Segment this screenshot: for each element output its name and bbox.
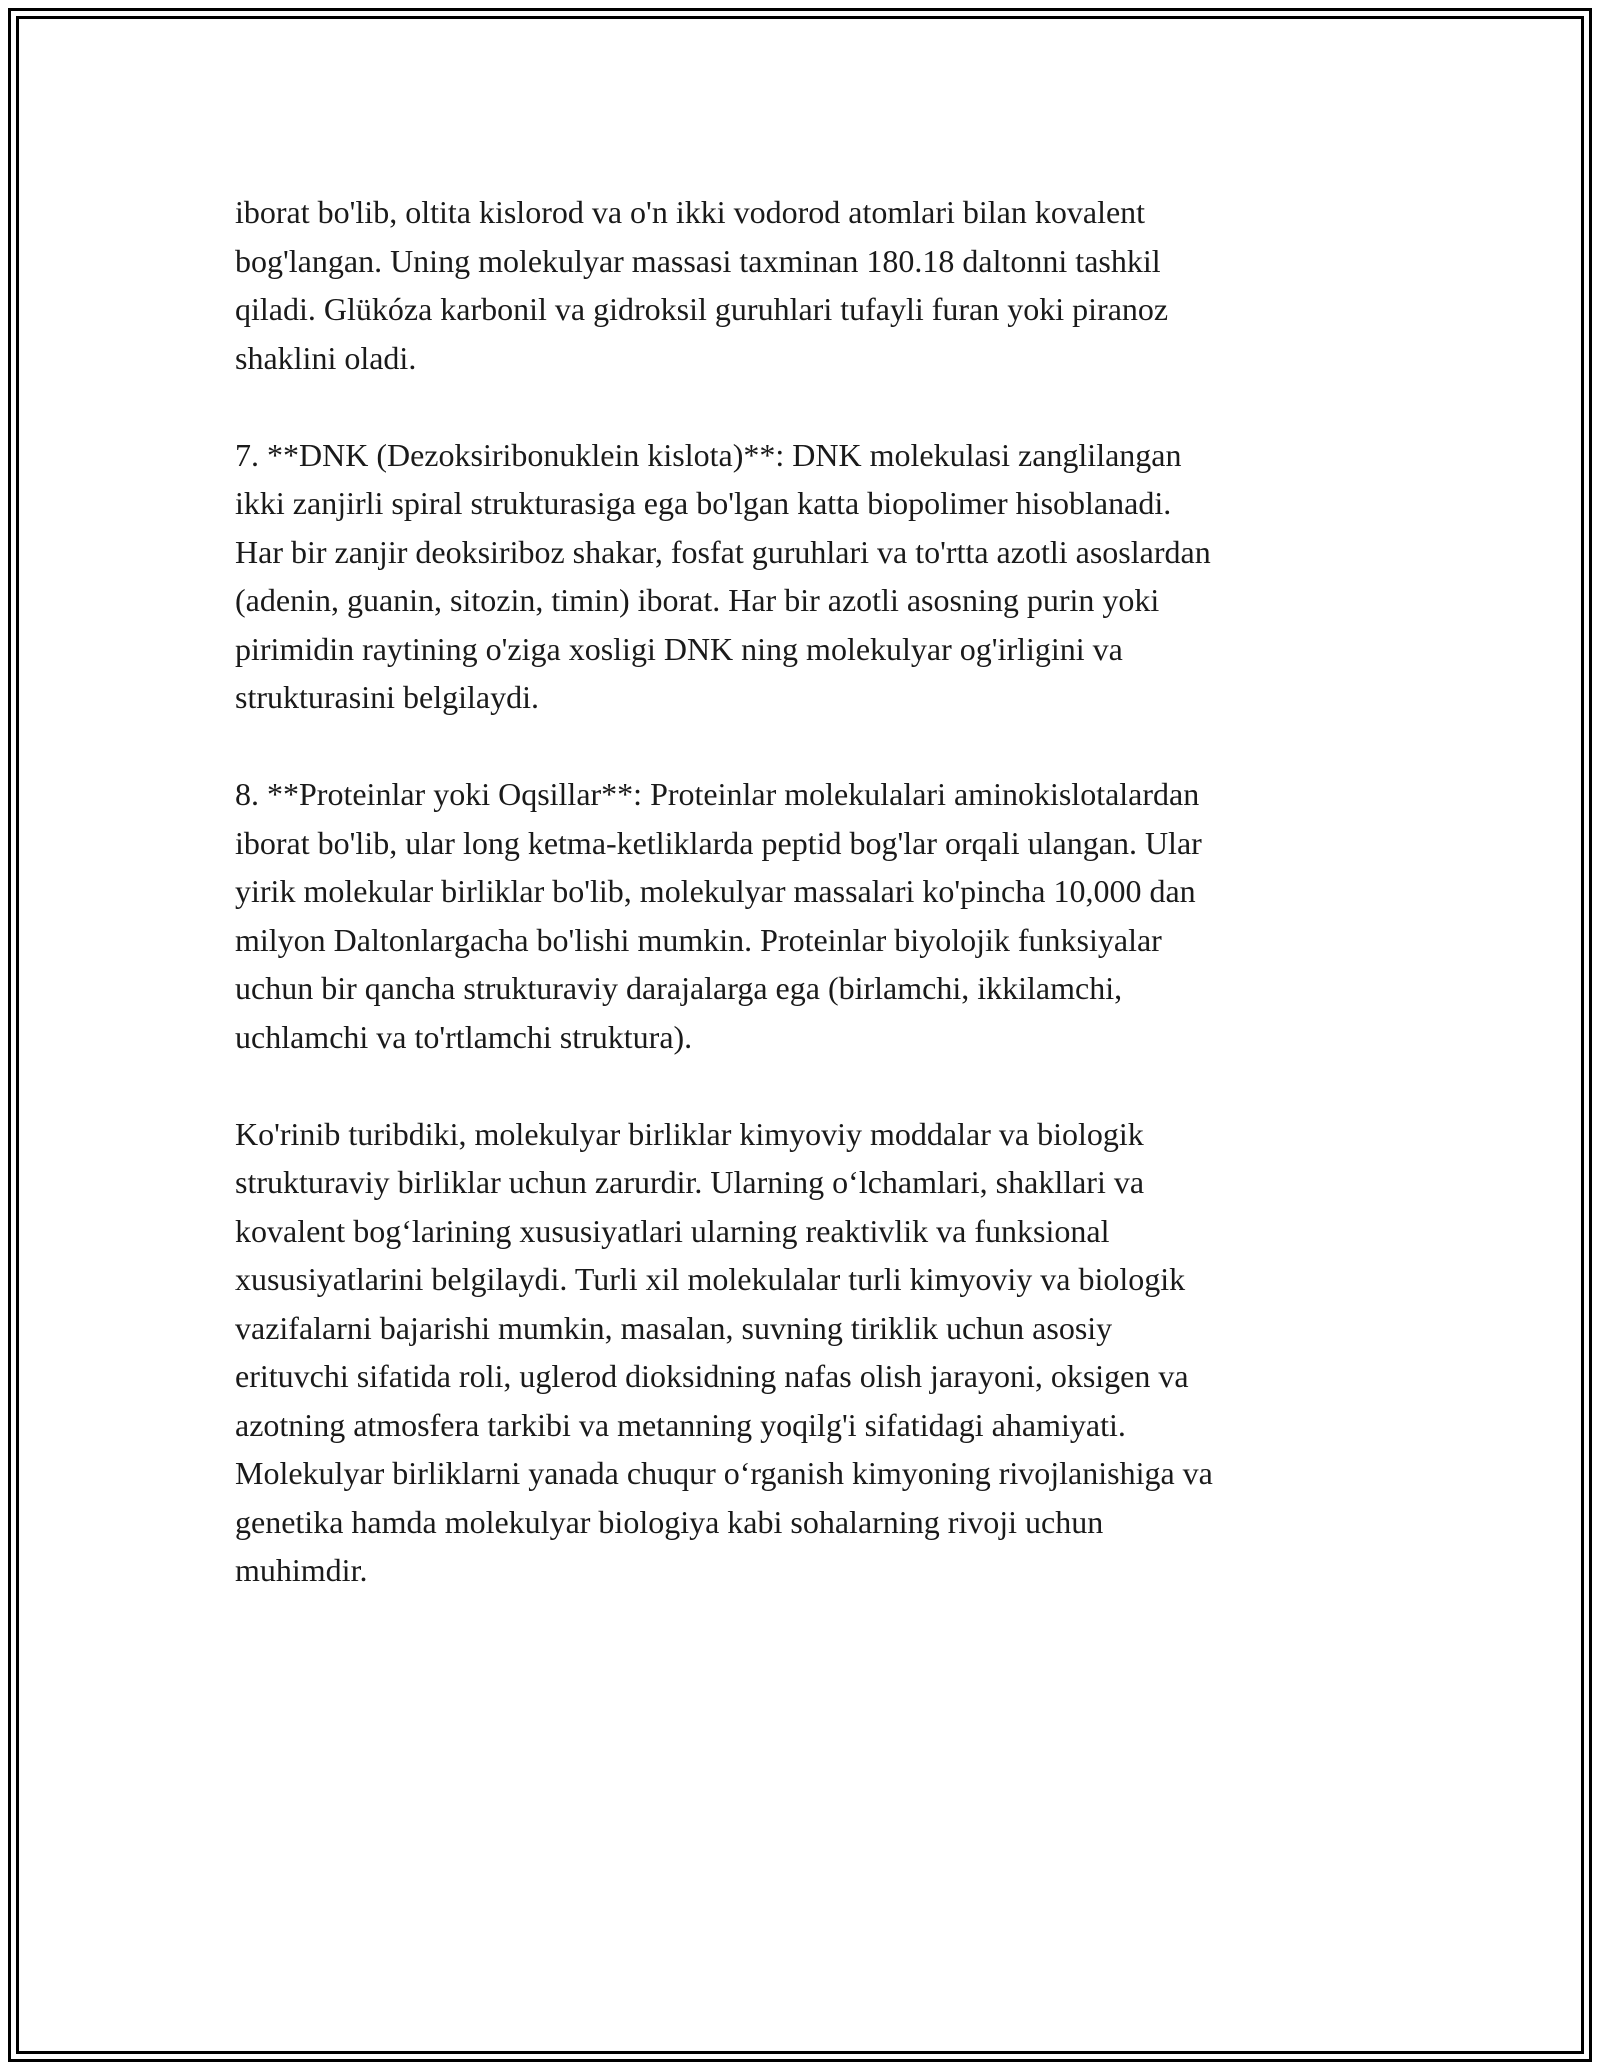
paragraph-glucose-continuation: iborat bo'lib, oltita kislorod va o'n ikki vodorod atomlari bilan kovalent bog'langan. Uning molekulyar massasi taxminan 180.18 daltonni tashkil qiladi. Glükóza karbonil va gidroksil guruhlari tufayli furan yoki piranoz shaklini oladi. — [235, 194, 1169, 376]
document-body — [235, 188, 1365, 1643]
paragraph-dna: 7. **DNK (Dezoksiribonuklein kislota)**: DNK molekulasi zanglilangan ikki zanjirli spiral strukturasiga ega bo'lgan katta biopolimer hisoblanadi. Har bir zanjir deoksiriboz shakar, fosfat guruhlari va to'rtta azotli asoslardan (adenin, guanin, sitozin, timin) iborat. Har bir azotli asosning purin yoki pirimidin raytining o'ziga xosligi DNK ning molekulyar og'irligini va strukturasini belgilaydi. — [235, 436, 1211, 715]
paragraph-proteins: 8. **Proteinlar yoki Oqsillar**: Proteinlar molekulalari aminokislotalardan iborat bo'lib, ular long ketma-ketliklarda peptid bog'lar orqali ulangan. Ular yirik molekular birliklar bo'lib, molekulyar massalari ko'pincha 10,000 dan milyon Daltonlargacha bo'lishi mumkin. Proteinlar biyolojik funksiyalar uchun bir qancha strukturaviy darajalarga ega (birlamchi, ikkilamchi, uchlamchi va to'rtlamchi struktura). — [235, 776, 1202, 1055]
paragraph-conclusion: Ko'rinib turibdiki, molekulyar birliklar kimyoviy moddalar va biologik strukturaviy birliklar uchun zarurdir. Ularning o‘lchamlari, shakllari va kovalent bog‘larining xususiyatlari ularning reaktivlik va funksional xususiyatlarini belgilaydi. Turli xil molekulalar turli kimyoviy va biologik vazifalarni bajarishi mumkin, masalan, suvning tiriklik uchun asosiy erituvchi sifatida roli, uglerod dioksidning nafas olish jarayoni, oksigen va azotning atmosfera tarkibi va metanning yoqilg'i sifatidagi ahamiyati. Molekulyar birliklarni yanada chuqur o‘rganish kimyoning rivojlanishiga va genetika hamda molekulyar biologiya kabi sohalarning rivoji uchun muhimdir. — [235, 1115, 1213, 1588]
